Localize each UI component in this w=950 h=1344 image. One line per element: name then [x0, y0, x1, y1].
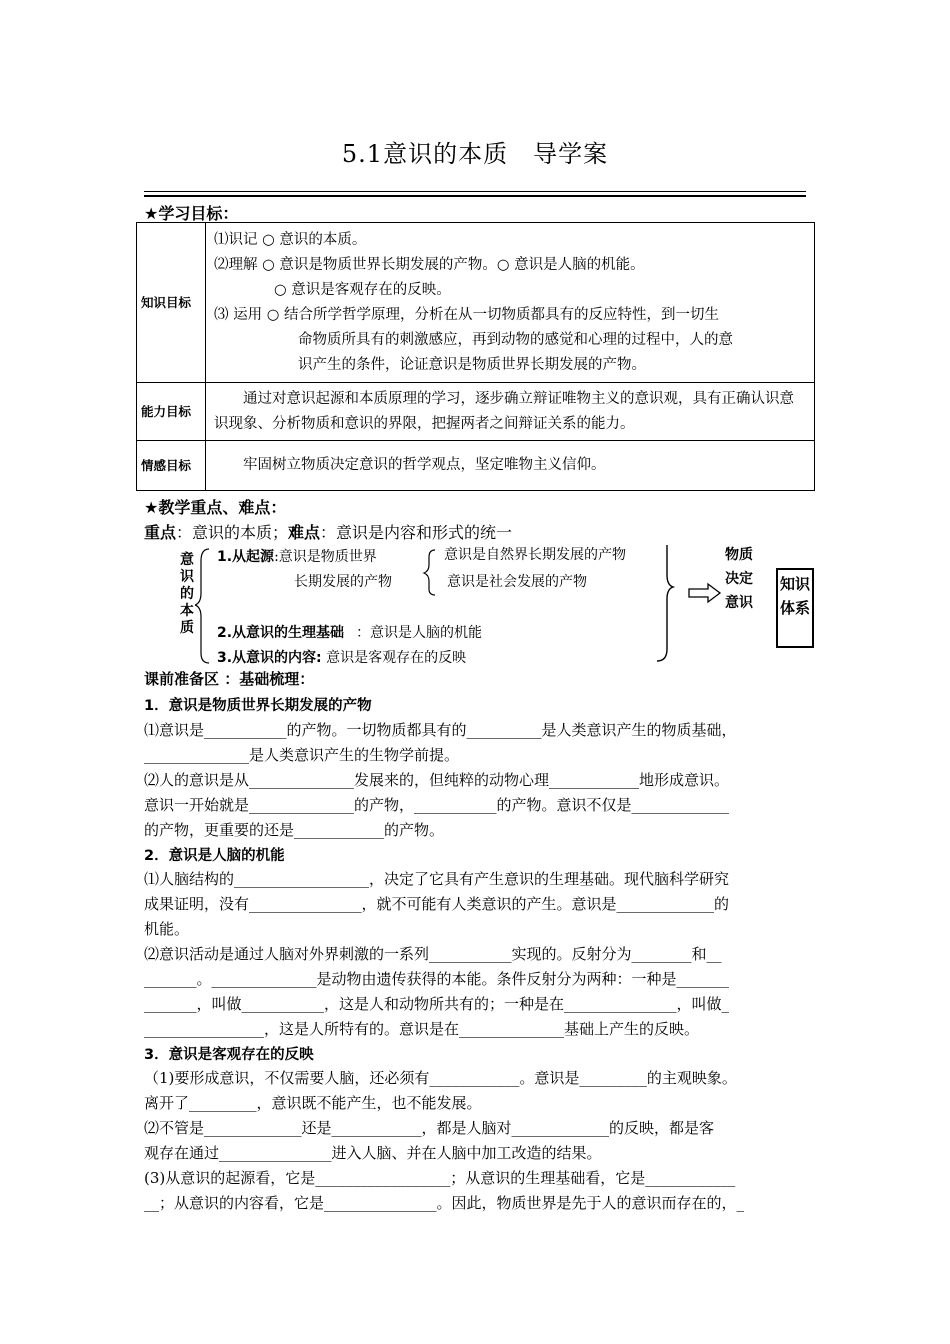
knowledge-goal-content	[206, 223, 815, 383]
fill-line: ⑵人的意识是从______________发展来的，但纯粹的动物心理____________地形成意识。	[144, 771, 730, 789]
fill-line: ⑴意识是___________的产物。一切物质都具有的__________是人类意识产生的物质基础，	[144, 721, 737, 739]
key-point-text: ：意识的本质；	[176, 523, 289, 542]
fill-line: __；从意识的内容看，它是_______________。因此，物质世界是先于人的意识而存在的，_	[144, 1194, 745, 1212]
content-row	[217, 647, 466, 667]
content-text: 意识是客观存在的反映	[321, 650, 467, 666]
fill-line: 观存在通过_______________进入人脑、并在人脑中加工改造的结果。	[144, 1144, 602, 1162]
ability-goal-content: 通过对意识起源和本质原理的学习，逐步确立辩证唯物主义的意识观，具有正确认识意识现象、分析物质和意识的界限，把握两者之间辩证关系的能力。	[206, 383, 815, 441]
section-1-lines	[144, 718, 810, 843]
fill-line: ________________，这是人所特有的。意识是在______________基础上产生的反映。	[144, 1020, 700, 1038]
origin-label: 1.从起源	[217, 549, 275, 565]
fill-line: ______________是人类意识产生的生物学前提。	[144, 746, 460, 764]
origin-brace	[424, 550, 435, 595]
fill-line: _______，叫做___________，这是人和动物所共有的；一种是在_______________，叫做_	[144, 995, 730, 1013]
knowledge-line: ⑵理解 ○ 意识是物质世界长期发展的产物。○ 意识是人脑的机能。	[214, 256, 645, 273]
key-heading: ★教学重点、难点：	[144, 498, 287, 517]
fill-line: (3)从意识的起源看，它是__________________；从意识的生理基础看，它是____________	[144, 1169, 736, 1187]
knowledge-line: ⑶ 运用 ○ 结合所学哲学原理，分析在从一切物质都具有的反应特性，到一切生	[214, 306, 719, 323]
origin-row	[217, 546, 377, 566]
diagram-conclusion: 物质决定意识	[725, 547, 753, 611]
page-title: 5.1意识的本质 导学案	[341, 140, 609, 168]
section-1-heading: 1．意识是物质世界长期发展的产物	[144, 698, 372, 714]
difficulty-label: 难点	[288, 523, 321, 542]
content-label: 3.从意识的内容:	[217, 650, 322, 666]
fill-line: 离开了_________，意识既不能产生，也不能发展。	[144, 1094, 482, 1112]
arrow-icon	[688, 582, 722, 604]
ability-goal-label: 能力目标	[137, 383, 206, 441]
goals-heading: ★学习目标：	[144, 204, 239, 223]
fill-line: 的产物，更重要的还是____________的产物。	[144, 821, 445, 839]
fill-line: ⑴人脑结构的__________________，决定了它具有产生意识的生理基础。现代脑科学研究	[144, 870, 730, 888]
key-point-label: 重点	[144, 523, 177, 542]
fill-line: （1)要形成意识，不仅需要人脑，还必须有____________。意识是_________的主观映象。	[144, 1069, 737, 1087]
left-brace	[195, 549, 209, 663]
knowledge-line: 识产生的条件，论证意识是物质世界长期发展的产物。	[298, 356, 646, 373]
knowledge-system-box: 知识体系	[776, 568, 814, 648]
origin-sub-2: 意识是社会发展的产物	[447, 574, 587, 590]
physio-label: 2.从意识的生理基础	[217, 625, 345, 641]
physio-row	[217, 622, 482, 642]
fill-line: ⑵意识活动是通过人脑对外界刺激的一系列___________实现的。反射分为________和__	[144, 945, 722, 963]
section-3-heading: 3．意识是客观存在的反映	[144, 1047, 314, 1063]
fill-line: _______。______________是动物由遗传获得的本能。条件反射分为两种：一种是_______	[144, 970, 730, 988]
fill-line: ⑵不管是_____________还是____________，都是人脑对_____________的反映，都是客	[144, 1119, 715, 1137]
emotion-goal-content: 牢固树立物质决定意识的哲学观点，坚定唯物主义信仰。	[206, 441, 815, 491]
section-2-lines	[144, 867, 810, 1042]
fill-line: 意识一开始就是______________的产物，___________的产物。意识不仅是_____________	[144, 796, 730, 814]
origin-sub-1: 意识是自然界长期发展的产物	[444, 547, 626, 563]
right-brace	[657, 545, 673, 661]
knowledge-line: ⑴识记 ○ 意识的本质。	[214, 231, 367, 248]
goals-table	[136, 222, 815, 491]
knowledge-line: ○ 意识是客观存在的反映。	[274, 281, 451, 298]
fill-line: 机能。	[144, 920, 190, 938]
emotion-goal-label: 情感目标	[137, 441, 206, 491]
section-3-lines	[144, 1066, 810, 1216]
knowledge-goal-label: 知识目标	[137, 223, 206, 383]
physio-text: ：意识是人脑的机能	[356, 625, 483, 641]
origin-text: :意识是物质世界	[274, 549, 377, 565]
prep-heading: 课前准备区 ：基础梳理：	[144, 670, 315, 688]
section-2-heading: 2．意识是人脑的机能	[144, 848, 285, 864]
title-rule-thick	[144, 195, 806, 197]
key-line	[144, 520, 512, 543]
fill-line: 成果证明，没有_______________，就不可能有人类意识的产生。意识是_____________的	[144, 895, 730, 913]
title-rule-thin	[144, 191, 806, 192]
difficulty-text: ：意识是内容和形式的统一	[320, 523, 513, 542]
knowledge-line: 命物质所具有的刺激感应，再到动物的感觉和心理的过程中，人的意	[298, 331, 733, 348]
origin-text-2: 长期发展的产物	[294, 574, 392, 590]
diagram-left-label: 意识的本质	[180, 552, 194, 636]
